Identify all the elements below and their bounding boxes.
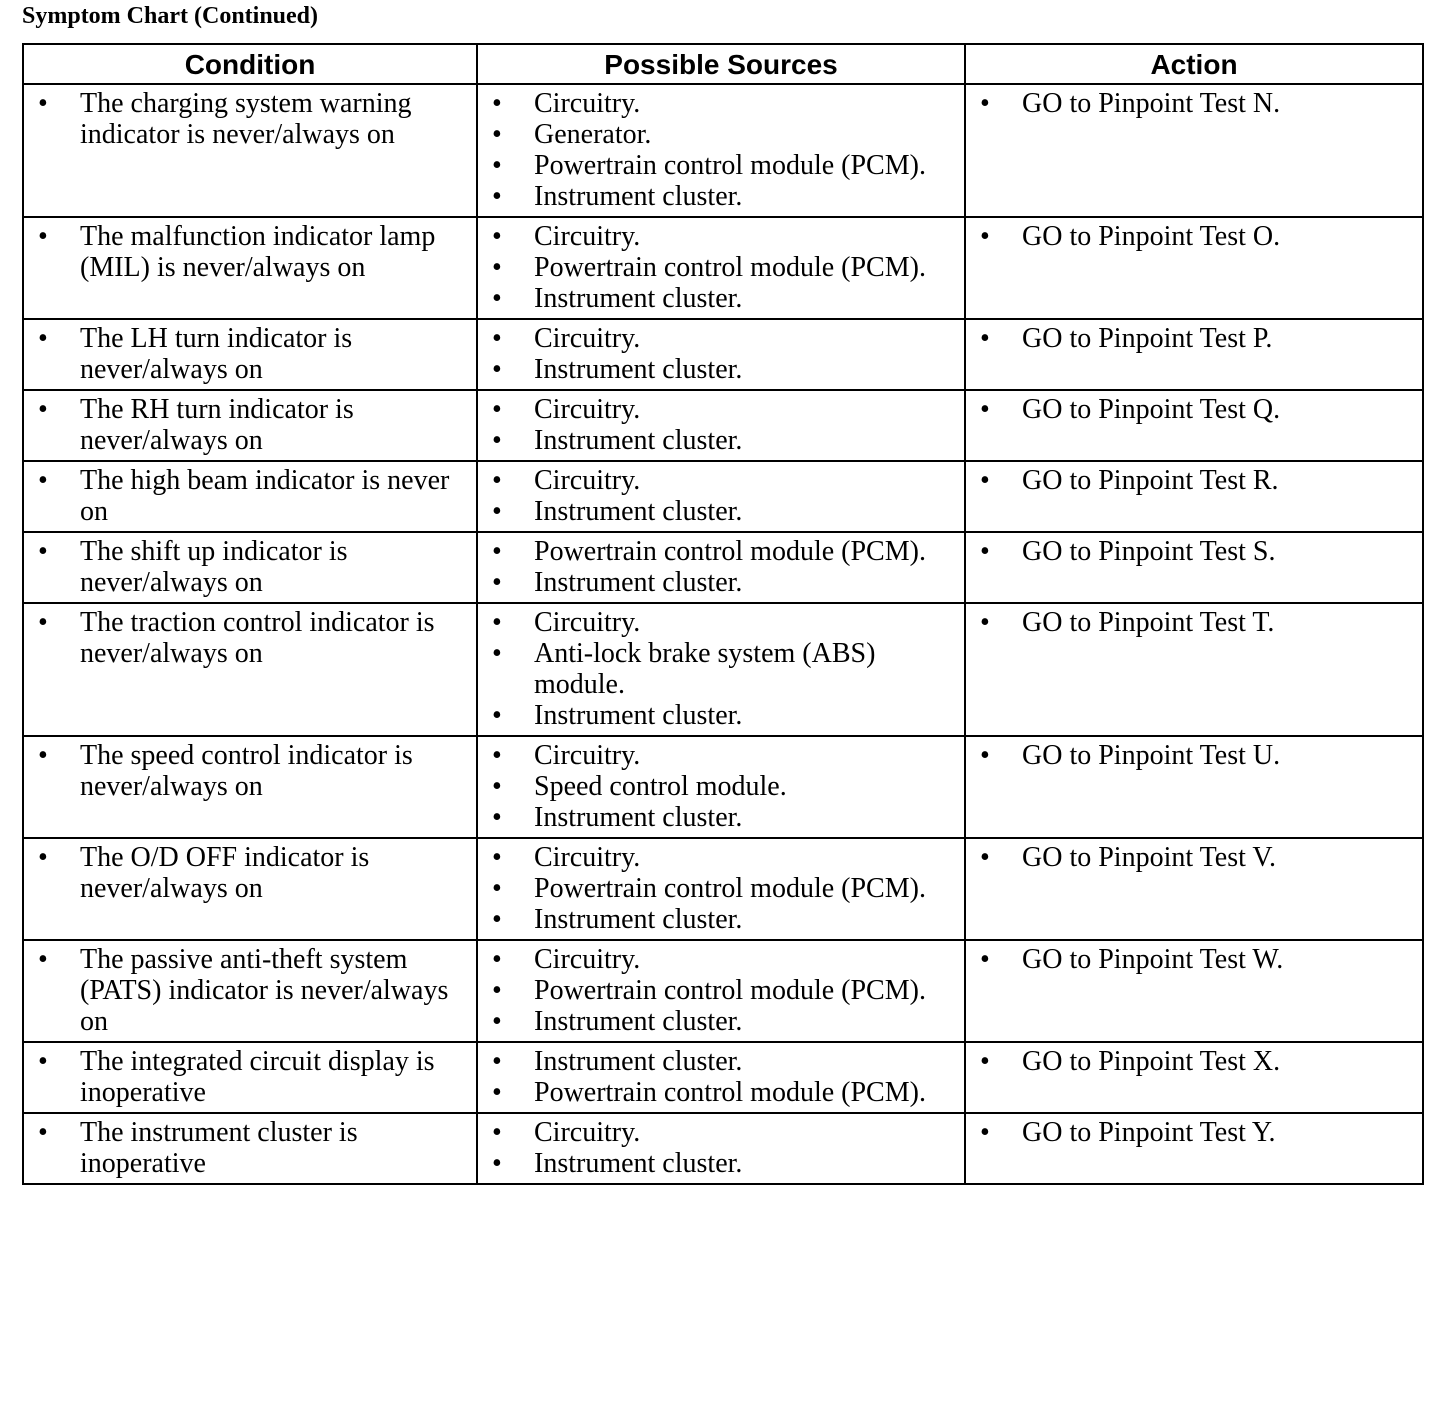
source-item [478,1117,954,1148]
bullet-icon: • [492,904,502,935]
condition-item [24,842,466,904]
bullet-icon: • [492,944,502,975]
action-item [966,944,1412,975]
condition-cell [23,390,477,461]
source-text: Instrument cluster. [534,425,743,456]
possible-sources-cell [477,84,965,217]
action-cell [965,940,1423,1042]
source-text: Powertrain control module (PCM). [534,975,926,1006]
condition-list [24,323,466,385]
source-text: Instrument cluster. [534,1006,743,1037]
possible-sources-cell [477,838,965,940]
action-list [966,323,1412,354]
source-list [478,394,954,456]
possible-sources-cell [477,319,965,390]
action-list [966,394,1412,425]
action-text: GO to Pinpoint Test Y. [1022,1117,1276,1148]
action-item [966,465,1412,496]
action-cell [965,84,1423,217]
source-list [478,740,954,833]
source-text: Instrument cluster. [534,354,743,385]
condition-cell [23,217,477,319]
bullet-icon: • [38,323,48,354]
source-item [478,425,954,456]
source-list [478,536,954,598]
source-item [478,283,954,314]
column-header-possible-sources: Possible Sources [477,44,965,84]
bullet-icon: • [38,536,48,567]
source-item [478,496,954,527]
bullet-icon: • [492,1046,502,1077]
source-text: Instrument cluster. [534,904,743,935]
action-list [966,944,1412,975]
condition-text: The integrated circuit display is inoperative [80,1046,435,1108]
condition-list [24,536,466,598]
possible-sources-cell [477,603,965,736]
condition-text: The RH turn indicator is never/always on [80,394,354,456]
action-list [966,221,1412,252]
condition-text: The speed control indicator is never/always on [80,740,413,802]
bullet-icon: • [492,771,502,802]
condition-item [24,465,466,527]
condition-list [24,607,466,669]
source-text: Instrument cluster. [534,1148,743,1179]
source-item [478,150,954,181]
condition-list [24,394,466,456]
source-list [478,1117,954,1179]
bullet-icon: • [980,1046,990,1077]
page-title: Symptom Chart (Continued) [22,3,319,29]
bullet-icon: • [492,1148,502,1179]
action-list [966,88,1412,119]
source-item [478,700,954,731]
condition-text: The LH turn indicator is never/always on [80,323,353,385]
possible-sources-cell [477,1113,965,1184]
source-list [478,88,954,212]
source-item [478,394,954,425]
condition-cell [23,1042,477,1113]
action-text: GO to Pinpoint Test P. [1022,323,1273,354]
condition-list [24,1117,466,1179]
source-text: Instrument cluster. [534,1046,743,1077]
bullet-icon: • [492,1117,502,1148]
action-item [966,536,1412,567]
action-text: GO to Pinpoint Test N. [1022,88,1281,119]
condition-text: The shift up indicator is never/always on [80,536,348,598]
bullet-icon: • [980,536,990,567]
condition-item [24,536,466,598]
action-list [966,842,1412,873]
bullet-icon: • [38,1117,48,1148]
bullet-icon: • [492,700,502,731]
table-row [23,838,1423,940]
action-text: GO to Pinpoint Test V. [1022,842,1276,873]
bullet-icon: • [980,465,990,496]
table-row [23,1113,1423,1184]
bullet-icon: • [980,88,990,119]
bullet-icon: • [492,496,502,527]
bullet-icon: • [38,1046,48,1077]
table-row [23,84,1423,217]
source-item [478,607,954,638]
source-item [478,221,954,252]
possible-sources-cell [477,461,965,532]
action-list [966,607,1412,638]
source-text: Circuitry. [534,1117,641,1148]
condition-text: The charging system warning indicator is never/always on [80,88,412,150]
condition-item [24,221,466,283]
action-item [966,1046,1412,1077]
action-cell [965,319,1423,390]
source-list [478,842,954,935]
source-item [478,842,954,873]
source-item [478,638,954,700]
source-text: Circuitry. [534,394,641,425]
bullet-icon: • [492,1077,502,1108]
table-row [23,736,1423,838]
source-text: Powertrain control module (PCM). [534,873,926,904]
possible-sources-cell [477,940,965,1042]
table-row [23,940,1423,1042]
action-list [966,536,1412,567]
source-text: Instrument cluster. [534,700,743,731]
condition-item [24,323,466,385]
condition-cell [23,736,477,838]
source-item [478,1148,954,1179]
source-text: Circuitry. [534,465,641,496]
source-item [478,354,954,385]
condition-text: The instrument cluster is inoperative [80,1117,358,1179]
condition-text: The high beam indicator is never on [80,465,450,527]
bullet-icon: • [492,975,502,1006]
source-item [478,567,954,598]
bullet-icon: • [980,607,990,638]
bullet-icon: • [492,354,502,385]
possible-sources-cell [477,736,965,838]
source-item [478,1046,954,1077]
condition-item [24,944,466,1037]
action-cell [965,736,1423,838]
source-text: Powertrain control module (PCM). [534,1077,926,1108]
bullet-icon: • [492,119,502,150]
source-text: Circuitry. [534,944,641,975]
bullet-icon: • [492,842,502,873]
action-cell [965,838,1423,940]
column-header-action: Action [965,44,1423,84]
source-item [478,536,954,567]
condition-item [24,1117,466,1179]
condition-text: The traction control indicator is never/always on [80,607,435,669]
condition-text: The malfunction indicator lamp (MIL) is never/always on [80,221,436,283]
action-text: GO to Pinpoint Test W. [1022,944,1284,975]
table-row [23,461,1423,532]
condition-text: The O/D OFF indicator is never/always on [80,842,370,904]
source-text: Speed control module. [534,771,787,802]
condition-cell [23,84,477,217]
possible-sources-cell [477,390,965,461]
condition-item [24,740,466,802]
source-text: Circuitry. [534,607,641,638]
source-list [478,944,954,1037]
table-row [23,319,1423,390]
action-item [966,740,1412,771]
action-cell [965,1113,1423,1184]
source-text: Circuitry. [534,88,641,119]
action-cell [965,390,1423,461]
bullet-icon: • [492,536,502,567]
source-item [478,1006,954,1037]
bullet-icon: • [492,283,502,314]
bullet-icon: • [980,1117,990,1148]
source-text: Anti-lock brake system (ABS) module. [534,638,876,700]
action-text: GO to Pinpoint Test O. [1022,221,1281,252]
condition-list [24,740,466,802]
source-list [478,221,954,314]
source-item [478,802,954,833]
bullet-icon: • [492,394,502,425]
bullet-icon: • [38,607,48,638]
bullet-icon: • [492,607,502,638]
action-text: GO to Pinpoint Test R. [1022,465,1279,496]
symptom-chart-table [22,43,1424,1185]
action-text: GO to Pinpoint Test U. [1022,740,1281,771]
table-row [23,390,1423,461]
bullet-icon: • [38,740,48,771]
bullet-icon: • [492,567,502,598]
condition-item [24,394,466,456]
source-text: Instrument cluster. [534,283,743,314]
bullet-icon: • [38,944,48,975]
action-cell [965,217,1423,319]
source-text: Powertrain control module (PCM). [534,536,926,567]
bullet-icon: • [38,221,48,252]
condition-list [24,221,466,283]
bullet-icon: • [38,842,48,873]
source-list [478,607,954,731]
action-item [966,842,1412,873]
source-item [478,252,954,283]
condition-cell [23,838,477,940]
bullet-icon: • [980,944,990,975]
condition-list [24,88,466,150]
source-text: Instrument cluster. [534,567,743,598]
header-row [23,44,1423,84]
action-text: GO to Pinpoint Test S. [1022,536,1276,567]
bullet-icon: • [492,638,502,669]
bullet-icon: • [492,802,502,833]
possible-sources-cell [477,1042,965,1113]
source-text: Powertrain control module (PCM). [534,150,926,181]
bullet-icon: • [980,323,990,354]
bullet-icon: • [492,465,502,496]
source-item [478,944,954,975]
action-item [966,221,1412,252]
action-item [966,607,1412,638]
possible-sources-cell [477,532,965,603]
table-row [23,532,1423,603]
source-text: Instrument cluster. [534,802,743,833]
source-item [478,119,954,150]
condition-cell [23,461,477,532]
action-text: GO to Pinpoint Test X. [1022,1046,1281,1077]
bullet-icon: • [38,88,48,119]
source-item [478,465,954,496]
source-text: Generator. [534,119,652,150]
source-text: Circuitry. [534,221,641,252]
table-row [23,217,1423,319]
action-item [966,88,1412,119]
action-list [966,740,1412,771]
condition-cell [23,532,477,603]
bullet-icon: • [492,88,502,119]
action-cell [965,603,1423,736]
bullet-icon: • [980,221,990,252]
action-text: GO to Pinpoint Test T. [1022,607,1275,638]
bullet-icon: • [492,873,502,904]
bullet-icon: • [980,842,990,873]
bullet-icon: • [492,425,502,456]
action-list [966,465,1412,496]
condition-list [24,842,466,904]
bullet-icon: • [492,323,502,354]
bullet-icon: • [38,394,48,425]
condition-cell [23,603,477,736]
condition-list [24,465,466,527]
action-list [966,1046,1412,1077]
source-item [478,1077,954,1108]
bullet-icon: • [492,181,502,212]
source-item [478,181,954,212]
possible-sources-cell [477,217,965,319]
condition-item [24,1046,466,1108]
bullet-icon: • [492,150,502,181]
table-body [23,84,1423,1184]
condition-text: The passive anti-theft system (PATS) indicator is never/always on [80,944,449,1037]
action-text: GO to Pinpoint Test Q. [1022,394,1281,425]
bullet-icon: • [980,394,990,425]
condition-item [24,88,466,150]
bullet-icon: • [492,1006,502,1037]
bullet-icon: • [492,252,502,283]
action-cell [965,532,1423,603]
condition-cell [23,319,477,390]
action-cell [965,1042,1423,1113]
source-list [478,323,954,385]
table-row [23,603,1423,736]
condition-cell [23,1113,477,1184]
bullet-icon: • [492,740,502,771]
action-item [966,323,1412,354]
action-cell [965,461,1423,532]
source-text: Circuitry. [534,323,641,354]
action-item [966,1117,1412,1148]
bullet-icon: • [492,221,502,252]
bullet-icon: • [980,740,990,771]
source-text: Instrument cluster. [534,181,743,212]
column-header-condition: Condition [23,44,477,84]
source-text: Instrument cluster. [534,496,743,527]
source-item [478,975,954,1006]
source-item [478,323,954,354]
bullet-icon: • [38,465,48,496]
source-item [478,771,954,802]
condition-cell [23,940,477,1042]
source-item [478,873,954,904]
source-item [478,904,954,935]
action-list [966,1117,1412,1148]
source-list [478,1046,954,1108]
condition-item [24,607,466,669]
source-list [478,465,954,527]
source-text: Powertrain control module (PCM). [534,252,926,283]
condition-list [24,1046,466,1108]
condition-list [24,944,466,1037]
source-text: Circuitry. [534,740,641,771]
source-item [478,88,954,119]
table-row [23,1042,1423,1113]
source-item [478,740,954,771]
action-item [966,394,1412,425]
source-text: Circuitry. [534,842,641,873]
